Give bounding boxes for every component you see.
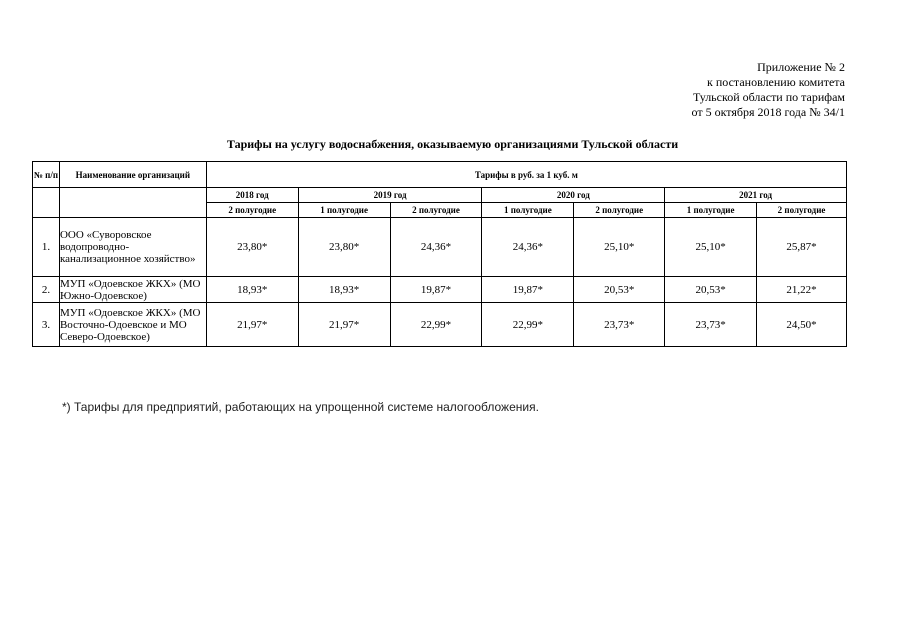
footnote: *) Тарифы для предприятий, работающих на упрощенной системе налогообложения. xyxy=(62,400,539,414)
header-year: 2021 год xyxy=(665,188,847,203)
tariff-value: 25,10* xyxy=(665,218,757,277)
tariff-value: 24,50* xyxy=(757,303,847,347)
tariff-value: 21,22* xyxy=(757,277,847,303)
table-row xyxy=(33,218,847,277)
header-period: 2 полугодие xyxy=(757,203,847,218)
header-spacer-org xyxy=(59,188,206,218)
tariff-value: 21,97* xyxy=(298,303,390,347)
tariff-value: 23,73* xyxy=(665,303,757,347)
header-spacer-num xyxy=(33,188,60,218)
tariff-value: 23,73* xyxy=(574,303,665,347)
header-period: 2 полугодие xyxy=(206,203,298,218)
header-period: 2 полугодие xyxy=(574,203,665,218)
tariff-value: 18,93* xyxy=(206,277,298,303)
tariffs-table xyxy=(32,161,847,347)
appendix-header xyxy=(545,60,845,120)
row-number: 1. xyxy=(33,218,60,277)
organization-name: ООО «Суворовское водопроводно-канализационное хозяйство» xyxy=(59,218,206,277)
table-row xyxy=(33,277,847,303)
row-number: 2. xyxy=(33,277,60,303)
tariff-value: 23,80* xyxy=(298,218,390,277)
tariff-value: 23,80* xyxy=(206,218,298,277)
header-org: Наименование организаций xyxy=(59,162,206,188)
header-tariffs: Тарифы в руб. за 1 куб. м xyxy=(206,162,846,188)
header-period: 2 полугодие xyxy=(390,203,482,218)
tariff-value: 25,87* xyxy=(757,218,847,277)
appendix-line-4: от 5 октября 2018 года № 34/1 xyxy=(691,105,845,119)
organization-name: МУП «Одоевское ЖКХ» (МО Южно-Одоевское) xyxy=(59,277,206,303)
row-number: 3. xyxy=(33,303,60,347)
header-period: 1 полугодие xyxy=(482,203,574,218)
header-row-1 xyxy=(33,162,847,188)
header-year: 2018 год xyxy=(206,188,298,203)
header-year: 2019 год xyxy=(298,188,482,203)
appendix-line-2: к постановлению комитета xyxy=(707,75,845,89)
tariff-value: 24,36* xyxy=(390,218,482,277)
tariff-value: 21,97* xyxy=(206,303,298,347)
header-row-years xyxy=(33,188,847,203)
tariff-value: 19,87* xyxy=(482,277,574,303)
tariff-value: 20,53* xyxy=(665,277,757,303)
document-title: Тарифы на услугу водоснабжения, оказываемую организациями Тульской области xyxy=(226,137,679,151)
tariff-value: 18,93* xyxy=(298,277,390,303)
appendix-line-1: Приложение № 2 xyxy=(757,60,845,74)
tariff-value: 20,53* xyxy=(574,277,665,303)
header-period: 1 полугодие xyxy=(298,203,390,218)
organization-name: МУП «Одоевское ЖКХ» (МО Восточно-Одоевское и МО Северо-Одоевское) xyxy=(59,303,206,347)
header-period: 1 полугодие xyxy=(665,203,757,218)
header-year: 2020 год xyxy=(482,188,665,203)
header-num: № п/п xyxy=(33,162,60,188)
tariff-value: 22,99* xyxy=(482,303,574,347)
tariff-value: 22,99* xyxy=(390,303,482,347)
tariff-value: 19,87* xyxy=(390,277,482,303)
tariff-value: 24,36* xyxy=(482,218,574,277)
table-row xyxy=(33,303,847,347)
tariff-value: 25,10* xyxy=(574,218,665,277)
appendix-line-3: Тульской области по тарифам xyxy=(692,90,845,104)
